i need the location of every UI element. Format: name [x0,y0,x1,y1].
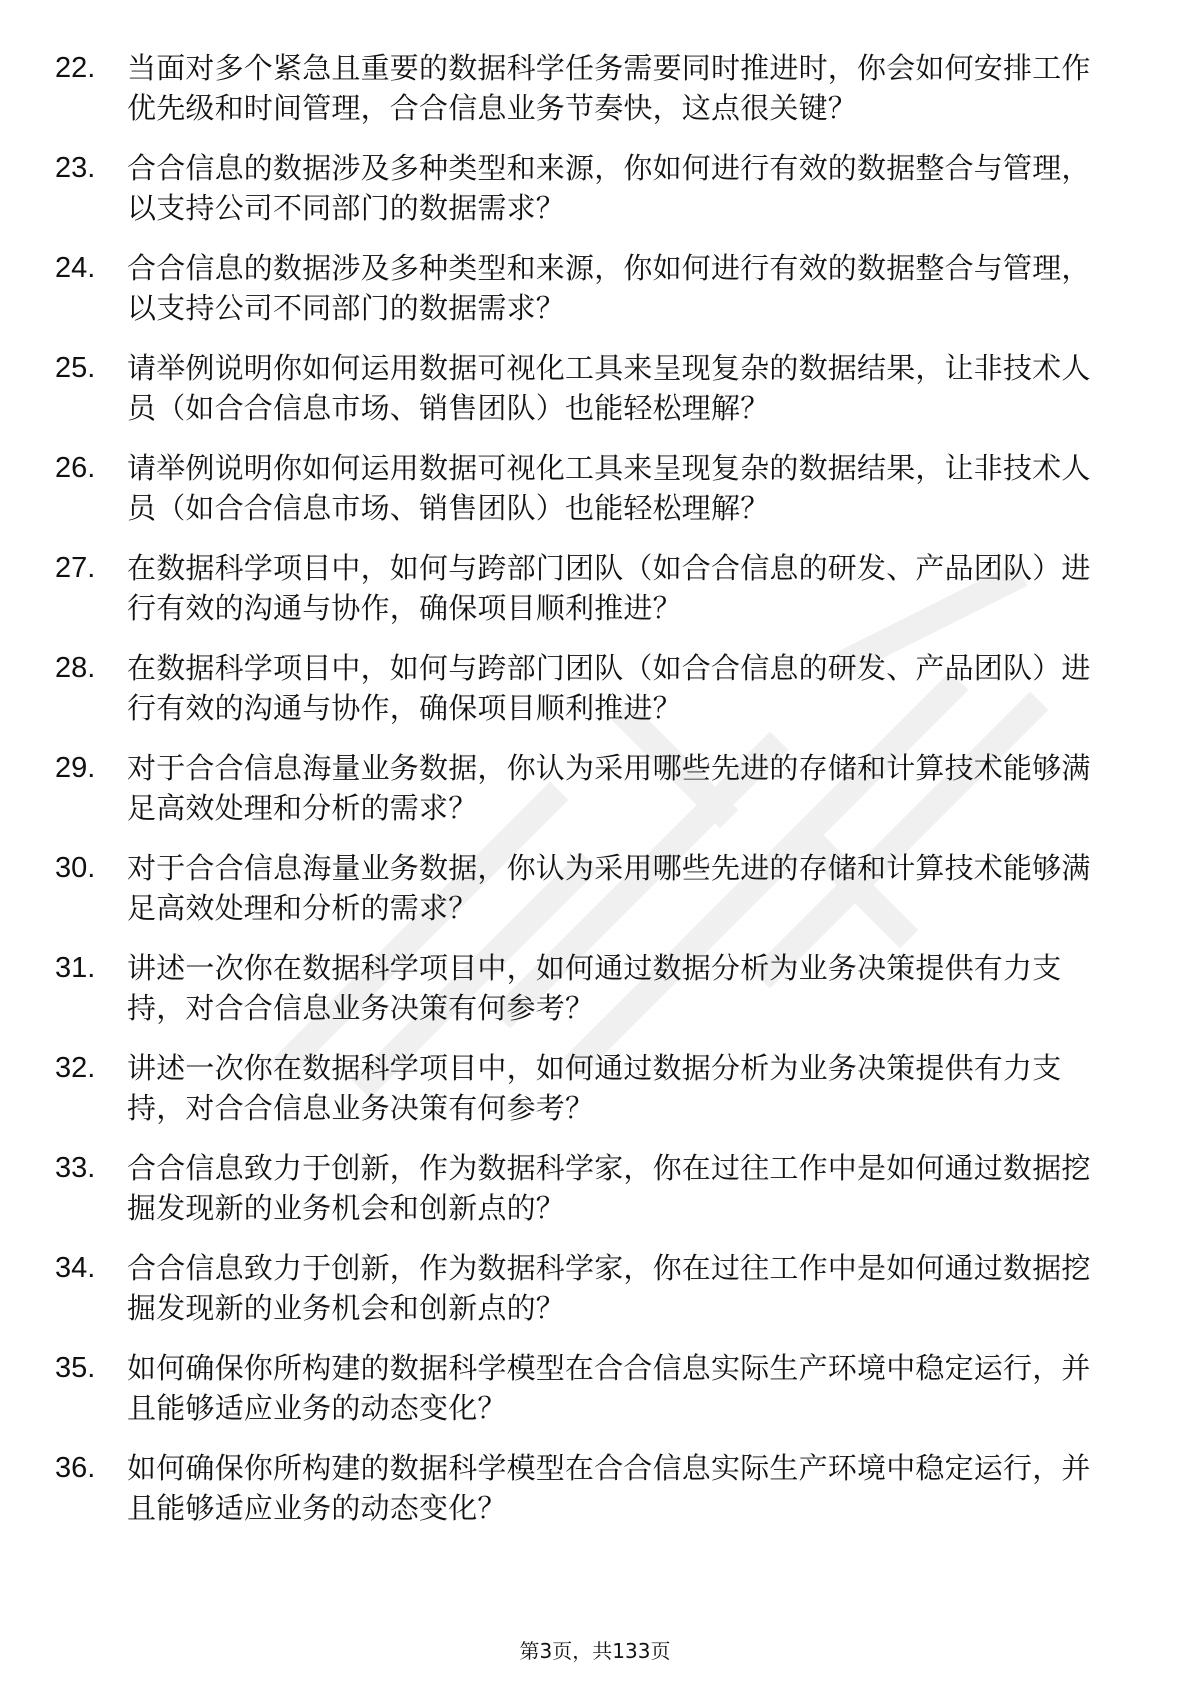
question-number: 35. [55,1352,96,1384]
question-number: 31. [55,952,96,984]
question-item [55,1348,1115,1428]
question-item [55,1148,1115,1228]
question-text: 请举例说明你如何运用数据可视化工具来呈现复杂的数据结果，让非技术人员（如合合信息市场、销售团队）也能轻松理解？ [127,451,1091,525]
question-text: 对于合合信息海量业务数据，你认为采用哪些先进的存储和计算技术能够满足高效处理和分析的需求？ [127,751,1091,825]
question-number: 24. [55,252,96,284]
question-item [55,48,1115,128]
question-text: 在数据科学项目中，如何与跨部门团队（如合合信息的研发、产品团队）进行有效的沟通与协作，确保项目顺利推进？ [127,651,1091,725]
question-item [55,748,1115,828]
question-item [55,648,1115,728]
question-number: 22. [55,52,96,84]
question-number: 28. [55,652,96,684]
question-item [55,548,1115,628]
question-text: 合合信息的数据涉及多种类型和来源，你如何进行有效的数据整合与管理，以支持公司不同部门的数据需求？ [127,251,1091,325]
question-text: 请举例说明你如何运用数据可视化工具来呈现复杂的数据结果，让非技术人员（如合合信息市场、销售团队）也能轻松理解？ [127,351,1091,425]
question-number: 36. [55,1452,96,1484]
question-item [55,248,1115,328]
question-number: 32. [55,1052,96,1084]
question-number: 34. [55,1252,96,1284]
page-footer: 第3页，共133页 [519,1639,671,1663]
question-list [55,48,1115,1548]
question-number: 33. [55,1152,96,1184]
question-item [55,848,1115,928]
question-text: 对于合合信息海量业务数据，你认为采用哪些先进的存储和计算技术能够满足高效处理和分析的需求？ [127,851,1091,925]
question-number: 29. [55,752,96,784]
question-text: 合合信息致力于创新，作为数据科学家，你在过往工作中是如何通过数据挖掘发现新的业务机会和创新点的？ [127,1151,1091,1225]
question-item [55,1448,1115,1528]
question-text: 讲述一次你在数据科学项目中，如何通过数据分析为业务决策提供有力支持，对合合信息业务决策有何参考？ [127,951,1062,1025]
question-text: 如何确保你所构建的数据科学模型在合合信息实际生产环境中稳定运行，并且能够适应业务的动态变化？ [127,1451,1091,1525]
question-item [55,148,1115,228]
question-item [55,948,1115,1028]
question-text: 当面对多个紧急且重要的数据科学任务需要同时推进时，你会如何安排工作优先级和时间管理，合合信息业务节奏快，这点很关键？ [127,51,1091,125]
question-item [55,1248,1115,1328]
question-number: 26. [55,452,96,484]
question-text: 如何确保你所构建的数据科学模型在合合信息实际生产环境中稳定运行，并且能够适应业务的动态变化？ [127,1351,1091,1425]
question-number: 30. [55,852,96,884]
question-item [55,448,1115,528]
question-text: 讲述一次你在数据科学项目中，如何通过数据分析为业务决策提供有力支持，对合合信息业务决策有何参考？ [127,1051,1062,1125]
question-text: 在数据科学项目中，如何与跨部门团队（如合合信息的研发、产品团队）进行有效的沟通与协作，确保项目顺利推进？ [127,551,1091,625]
question-item [55,1048,1115,1128]
question-text: 合合信息致力于创新，作为数据科学家，你在过往工作中是如何通过数据挖掘发现新的业务机会和创新点的？ [127,1251,1091,1325]
question-number: 23. [55,152,96,184]
question-number: 27. [55,552,96,584]
question-item [55,348,1115,428]
question-number: 25. [55,352,96,384]
question-text: 合合信息的数据涉及多种类型和来源，你如何进行有效的数据整合与管理，以支持公司不同部门的数据需求？ [127,151,1091,225]
